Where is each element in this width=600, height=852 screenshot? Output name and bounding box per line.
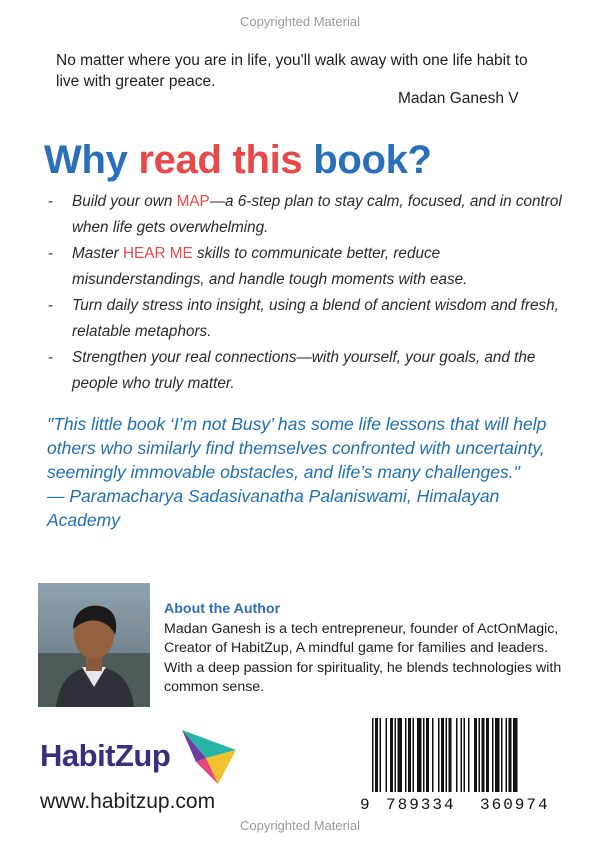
barcode-bar <box>417 718 422 792</box>
barcode-bar <box>464 718 466 792</box>
quote-attribution: — Paramacharya Sadasivanatha Palaniswami, Himalayan Academy <box>47 486 500 530</box>
barcode-bar <box>390 718 393 792</box>
bullet-dash: - <box>48 349 54 366</box>
barcode-bar <box>372 718 374 792</box>
barcode-bar <box>509 718 512 792</box>
about-body: Madan Ganesh is a tech entrepreneur, founder of ActOnMagic, Creator of HabitZup, A mindful game for families and leaders. With a deep passion for spirituality, he blends technologies with common sense. <box>164 620 562 695</box>
barcode-bar <box>380 718 382 792</box>
about-title: About the Author <box>164 601 281 617</box>
isbn-barcode <box>358 718 580 818</box>
barcode-bar <box>513 718 518 792</box>
barcode-group-2: 360974 <box>480 796 550 814</box>
benefit-text: Master <box>72 245 123 262</box>
intro-text: No matter where you are in life, you'll walk away with one life habit to live with greater peace. <box>56 52 528 90</box>
barcode-bar <box>495 718 500 792</box>
barcode-bar <box>501 718 503 792</box>
barcode-bar <box>468 718 470 792</box>
benefits-list <box>44 189 564 397</box>
intro-author: Madan Ganesh V <box>398 90 519 107</box>
benefit-highlight: MAP <box>176 193 210 210</box>
section-heading <box>44 138 432 183</box>
barcode-bar <box>479 718 481 792</box>
benefit-text: Strengthen your real connections—with yourself, your goals, and the people who truly matter. <box>72 349 536 392</box>
barcode-bar <box>441 718 444 792</box>
barcode-bar <box>482 718 485 792</box>
barcode-bar <box>398 718 403 792</box>
benefit-text: —a 6-step plan to stay calm, focused, and in control when life gets overwhelming. <box>72 193 562 236</box>
barcode-bar <box>413 718 415 792</box>
barcode-bar <box>375 718 378 792</box>
benefit-item <box>44 189 564 241</box>
author-photo-icon <box>38 583 150 707</box>
quote-text: "This little book ‘I’m not Busy’ has some life lessons that will help others who similarly find themselves confronted with uncertainty, seemingly immovable obstacles, and life’s many challenges." <box>47 414 547 482</box>
author-photo <box>38 583 150 707</box>
barcode-bar <box>423 718 425 792</box>
logo-text: HabitZup <box>40 738 171 773</box>
barcode-bar <box>432 718 434 792</box>
benefit-text: Build your own <box>72 193 177 210</box>
barcode-bar <box>449 718 452 792</box>
heading-why: Why <box>44 138 139 182</box>
barcode-bar <box>405 718 407 792</box>
barcode-bar <box>386 718 388 792</box>
barcode-bar <box>426 718 429 792</box>
barcode-bar <box>486 718 489 792</box>
barcode-first-digit: 9 <box>360 796 370 814</box>
habitzup-logo <box>40 722 240 792</box>
barcode-bar <box>395 718 397 792</box>
barcode-bar <box>446 718 448 792</box>
copyright-watermark-top: Copyrighted Material <box>240 14 360 29</box>
endorsement-quote <box>47 412 567 532</box>
barcode-bar <box>492 718 494 792</box>
benefit-item <box>44 345 564 397</box>
copyright-watermark-bottom: Copyrighted Material <box>240 818 360 833</box>
barcode-bar <box>506 718 508 792</box>
heading-book: book? <box>302 138 432 182</box>
benefit-text: skills to communicate better, reduce misunderstandings, and handle tough moments with ease. <box>72 245 468 288</box>
habitzup-logo-icon <box>178 722 240 786</box>
website-url: www.habitzup.com <box>40 790 216 813</box>
benefit-item <box>44 241 564 293</box>
benefit-text: Turn daily stress into insight, using a blend of ancient wisdom and fresh, relatable metaphors. <box>72 297 559 340</box>
bullet-dash: - <box>48 193 54 210</box>
about-author <box>164 600 574 698</box>
barcode-bar <box>456 718 458 792</box>
barcode-bar <box>408 718 411 792</box>
benefit-highlight: HEAR ME <box>123 245 193 262</box>
barcode-group-1: 789334 <box>386 796 456 814</box>
heading-read-this: read this <box>138 138 303 182</box>
barcode-bar <box>438 718 440 792</box>
bullet-dash: - <box>48 245 54 262</box>
barcode-bar <box>461 718 463 792</box>
benefit-item <box>44 293 564 345</box>
barcode-bars-icon <box>358 718 580 796</box>
bullet-dash: - <box>48 297 54 314</box>
barcode-bar <box>474 718 477 792</box>
